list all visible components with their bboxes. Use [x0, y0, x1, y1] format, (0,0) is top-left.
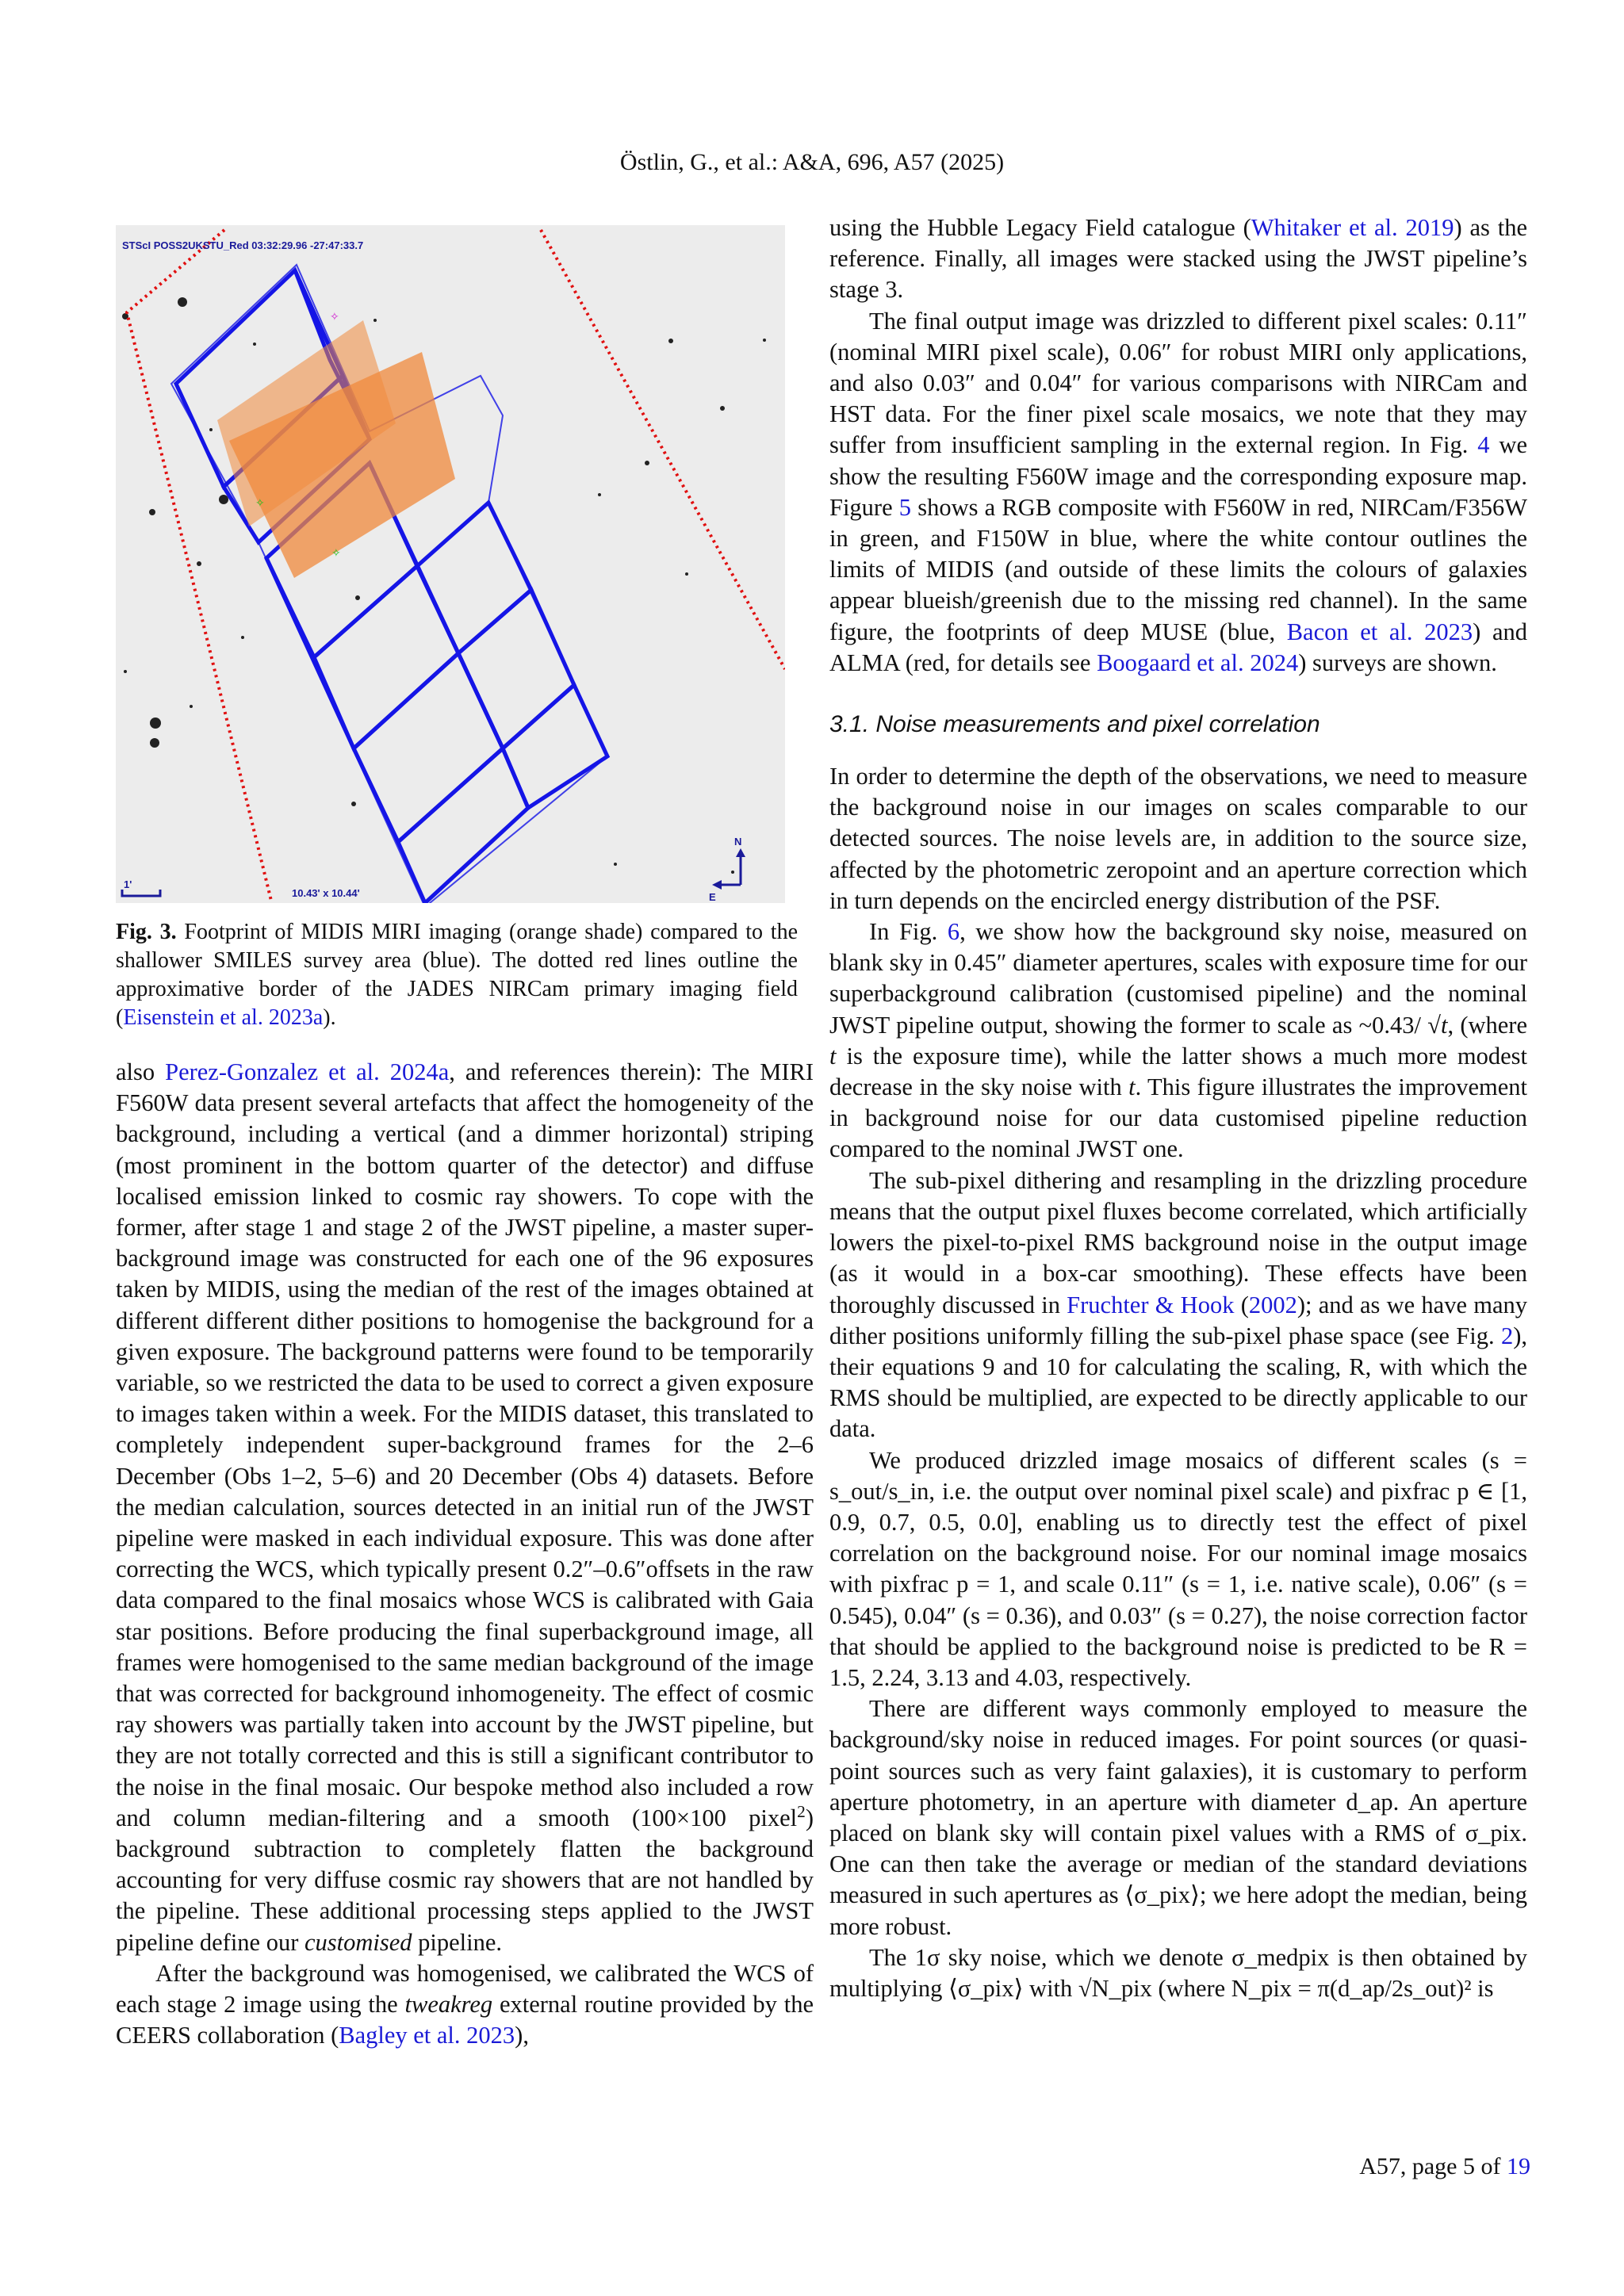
scale-bar-label: 1'	[124, 878, 132, 890]
paragraph: There are different ways commonly employed to measure the background/sky noise in reduced images. For point sources (or quasi-point sources such as very faint galaxies), it is customary to perform aperture photometry, in an aperture with diameter d_ap. An aperture placed on blank sky will contain pixel values with a RMS of σ_pix. One can then take the average or median of the standard deviations measured in such apertures as ⟨σ_pix⟩; we here adopt the median, being more robust.	[829, 1695, 1527, 1940]
text: After the background was homogenised, we calibrated the WCS of each stage 2 image using the	[116, 1959, 814, 2019]
italic-text: tweakreg	[404, 1991, 493, 2019]
total-pages-link[interactable]: 19	[1507, 2153, 1530, 2179]
page-footer	[1359, 2153, 1530, 2180]
right-column-body	[829, 212, 1527, 2004]
text: ) background subtraction to completely flatten the background accounting for very diffuse cosmic ray showers that are not handled by the pipeline. These additional processing steps applied to the JWST pipeline define our	[116, 1804, 814, 1956]
text: ), their equations 9 and 10 for calculating the scaling, R, with which the RMS should be multiplied, are expected to be directly applicable to our data.	[829, 1322, 1527, 1443]
italic-text: customised	[304, 1928, 412, 1956]
paragraph: The 1σ sky noise, which we denote σ_medpix is then obtained by multiplying ⟨σ_pix⟩ with √N_pix (where N_pix = π(d_ap/2s_out)² is	[829, 1943, 1527, 2002]
paragraph	[829, 916, 1527, 1165]
compass-north-label: N	[734, 836, 742, 848]
text: , (where	[1447, 1011, 1527, 1039]
text: The final output image was drizzled to different pixel scales: 0.11″ (nominal MIRI pixel scale), 0.06″ for robust MIRI only applications, and also 0.03″ and 0.04″ for various comparisons with NIRCam and HST data. For the finer pixel scale mosaics, we note that they may suffer from insufficient sampling in the external region. In Fig.	[829, 307, 1527, 459]
footprint-map-svg	[116, 225, 785, 903]
paragraph: We produced drizzled image mosaics of different scales (s = s_out/s_in, i.e. the output over nominal pixel scale) and pixfrac p ∈ [1, 0.9, 0.7, 0.5, 0.0], enabling us to directly test the effect of pixel correlation on the background noise. For our nominal image mosaics with pixfrac p = 1, and scale 0.11″ (s = 1, i.e. native scale), 0.06″ (s = 0.545), 0.04″ (s = 0.36), and 0.03″ (s = 0.27), the noise correction factor that should be applied to the background noise is predicted to be R = 1.5, 2.24, 3.13 and 4.03, respectively.	[829, 1446, 1527, 1691]
text: we show the resulting F560W image and the corresponding exposure map. Figure	[829, 431, 1527, 521]
field-size-label: 10.43' x 10.44'	[292, 887, 360, 899]
text: ) as the reference. Finally, all images were stacked using the JWST pipeline’s stage 3.	[829, 214, 1527, 304]
paragraph	[829, 306, 1527, 679]
figure-link-5[interactable]: 5	[898, 493, 912, 521]
text: using the Hubble Legacy Field catalogue (	[829, 214, 1251, 241]
text: ); and as we have many dither positions uniformly filling the sub-pixel phase space (see Fig.	[829, 1291, 1527, 1349]
compass-east-label: E	[709, 891, 716, 903]
paragraph	[116, 1057, 814, 1958]
text: , and references therein): The MIRI F560W data present several artefacts that affect the homogeneity of the background, including a vertical (and a dimmer horizontal) striping (most prominent in the bottom quarter of the detector) and diffuse localised emission linked to cosmic ray showers. To cope with the former, after stage 1 and stage 2 of the JWST pipeline, a master super-background image was constructed for each one of the 96 exposures taken by MIDIS, using the median of the rest of the images obtained at different different dither positions to homogenise the background for a given exposure. The background patterns were found to be temporarily variable, so we restricted the data to be used to correct a given exposure to images taken within a week. For the MIDIS dataset, this translated to completely independent super-background frames for the 2–6 December (Obs 1–2, 5–6) and 20 December (Obs 4) datasets. Before the median calculation, sources detected in an initial run of the JWST pipeline were masked in each individual exposure. This was done after correcting the WCS, which typically present 0.2″–0.6″offsets in the raw data compared to the final mosaics whose WCS is calibrated with Gaia star positions. Before producing the final superbackground image, all frames were homogenised to the same median background of the image that was corrected for background inhomogeneity. The effect of cosmic ray showers was partially taken into account by the JWST pipeline, but they are not totally corrected and this is still a significant contributor to the noise in the final mosaic. Our bespoke method also included a row and column median-filtering and a smooth (100×100 pixel	[116, 1058, 814, 1831]
citation-link-bagley[interactable]: Bagley et al. 2023	[339, 2022, 515, 2049]
marker-green: ✧	[255, 498, 265, 510]
text: In Fig.	[869, 918, 948, 946]
citation-link-whitaker[interactable]: Whitaker et al. 2019	[1251, 214, 1454, 241]
section-heading: 3.1. Noise measurements and pixel correlation	[829, 711, 1320, 738]
figure-label: Fig. 3.	[116, 920, 177, 944]
text: external routine provided by the CEERS collaboration (	[116, 1991, 814, 2049]
paragraph	[829, 212, 1527, 306]
text: ),	[515, 2022, 529, 2049]
marker-green-2: ✧	[331, 548, 341, 560]
figure-link-6[interactable]: 6	[947, 918, 960, 946]
text: . This figure illustrates the improvement in background noise for our data customised pipeline reduction compared to the nominal JWST one.	[829, 1073, 1528, 1163]
text: is the exposure time), while the latter shows a much more modest decrease in the sky noise with	[829, 1042, 1527, 1101]
italic-text: t	[1128, 1073, 1136, 1101]
marker-magenta: ✧	[330, 312, 339, 323]
paragraph: The sub-pixel dithering and resampling in the drizzling procedure means that the output pixel fluxes become correlated, which artificially lowers the pixel-to-pixel RMS background noise in the output image (as it would in a box-car smoothing). These effects have been thoroughly discussed in Fruchter & Hook (2002); and as we have many dither positions uniformly filling the sub-pixel phase space (see Fig. 2), their equations 9 and 10 for calculating the scaling, R, with which the RMS should be multiplied, are expected to be directly applicable to our data.	[829, 1166, 1527, 1443]
overlay-title: STScI POSS2UKSTU_Red 03:32:29.96 -27:47:33.7	[122, 239, 364, 251]
text: pipeline.	[412, 1928, 503, 1956]
text: The sub-pixel dithering and resampling in the drizzling procedure means that the output pixel fluxes become correlated, which artificially lowers the pixel-to-pixel RMS background noise in the output image (as it would in a box-car smoothing). These effects have been thoroughly discussed in	[829, 1166, 1527, 1318]
figure-caption	[116, 918, 798, 1032]
caption-end: ).	[323, 1005, 336, 1030]
page-label: A57, page 5 of	[1359, 2153, 1507, 2179]
text: ) and ALMA (red, for details see	[829, 618, 1527, 676]
running-head: Östlin, G., et al.: A&A, 696, A57 (2025)	[619, 149, 1005, 175]
text: , we show how the background sky noise, measured on blank sky in 0.45″ diameter apertures, scales with exposure time for our superbackground calibration (customised pipeline) and the nominal JWST pipeline output, showing the former to scale as ~0.43/ √	[829, 918, 1528, 1039]
italic-text: t	[1440, 1011, 1448, 1039]
superscript: 2	[797, 1801, 806, 1821]
caption-text: Footprint of MIDIS MIRI imaging (orange shade) compared to the shallower SMILES survey area (blue). The dotted red lines outline the approximative border of the JADES NIRCam primary imaging field (	[116, 920, 798, 1030]
figure-link-2[interactable]: 2	[1500, 1322, 1514, 1349]
citation-link-fruchter-hook-year[interactable]: 2002	[1248, 1291, 1297, 1318]
paragraph: In order to determine the depth of the observations, we need to measure the background noise in our images on scales comparable to our detected sources. The noise levels are, in addition to the source size, affected by the photometric zeropoint and an aperture correction which in turn depends on the encircled energy distribution of the PSF.	[829, 763, 1527, 914]
citation-link-perez-gonzalez[interactable]: Perez-Gonzalez et al. 2024a	[165, 1058, 450, 1085]
text: also	[116, 1058, 166, 1085]
citation-link-eisenstein[interactable]: Eisenstein et al. 2023a	[123, 1005, 324, 1030]
text: ) surveys are shown.	[1298, 649, 1497, 676]
italic-text: t	[829, 1042, 837, 1070]
citation-link-boogaard[interactable]: Boogaard et al. 2024	[1097, 649, 1299, 676]
paragraph	[116, 1958, 814, 2052]
figure-3-footprint-map	[116, 225, 785, 903]
figure-link-4[interactable]: 4	[1477, 431, 1490, 459]
text: shows a RGB composite with F560W in red, NIRCam/F356W in green, and F150W in blue, where the white contour outlines the limits of MIDIS (and outside of these limits the colours of galaxies appear blueish/greenish due to the missing red channel). In the same figure, the footprints of deep MUSE (blue,	[829, 493, 1527, 645]
citation-link-fruchter-hook[interactable]: Fruchter & Hook	[1067, 1291, 1235, 1318]
left-column-body	[116, 1057, 814, 2052]
citation-link-bacon[interactable]: Bacon et al. 2023	[1286, 618, 1473, 645]
